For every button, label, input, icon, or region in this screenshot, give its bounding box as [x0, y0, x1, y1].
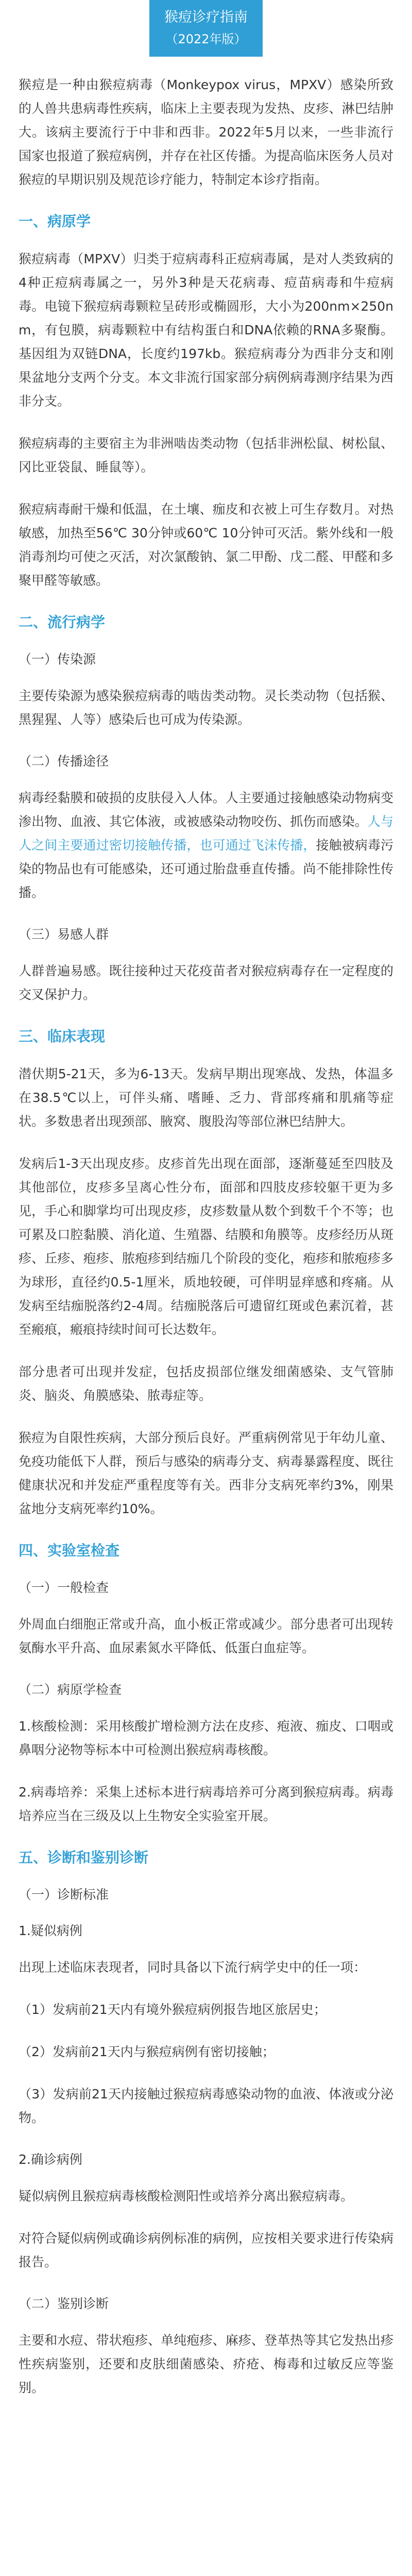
suspected-case-title: 1.疑似病例	[19, 1923, 82, 1938]
transmission-paragraph	[19, 786, 393, 905]
title-banner	[149, 0, 263, 57]
suspected-case-item-2: （2）发病前21天内与猴痘病例有密切接触；	[19, 2044, 275, 2059]
section-heading-clinical: 三、临床表现	[19, 1028, 106, 1045]
differential-paragraph: 主要和水痘、带状疱疹、单纯疱疹、麻疹、登革热等其它发热出疹性疾病鉴别，还要和皮肤细菌感染、疥疮、梅毒和过敏反应等鉴别。	[19, 2333, 393, 2395]
section-heading-epidemiology: 二、流行病学	[19, 614, 106, 631]
clinical-paragraph-2: 发病后1-3天出现皮疹。皮疹首先出现在面部，逐渐蔓延至四肢及其他部位，皮疹多呈离心性分布，面部和四肢皮疹较躯干更为多见，手心和脚掌均可出现皮疹，皮疹数量从数个到数千个不等；也可累及口腔黏膜、消化道、生殖器、结膜和角膜等。皮疹经历从斑疹、丘疹、疱疹、脓疱疹到结痂几个阶段的变化，疱疹和脓疱疹多为球形，直径约0.5-1厘米，质地较硬，可伴明显痒感和疼痛。从发病至结痂脱落约2-4周。结痂脱落后可遗留红斑或色素沉着，甚至瘢痕，瘢痕持续时间可长达数年。	[19, 1156, 393, 1337]
title-line-1: 猴痘诊疗指南	[164, 9, 248, 25]
subheading-source: （一）传染源	[19, 652, 96, 667]
subheading-transmission: （二）传播途径	[19, 754, 109, 769]
transmission-text-1: 病毒经黏膜和破损的皮肤侵入人体。人主要通过接触感染动物病变渗出物、血液、其它体液，或被感染动物咬伤、抓伤而感染。	[19, 790, 393, 829]
subheading-susceptible: （三）易感人群	[19, 927, 109, 942]
confirmed-case-paragraph: 疑似病例且猴痘病毒核酸检测阳性或培养分离出猴痘病毒。	[19, 2189, 354, 2204]
etiology-paragraph-2: 猴痘病毒的主要宿主为非洲啮齿类动物（包括非洲松鼠、树松鼠、冈比亚袋鼠、睡鼠等）。	[19, 436, 393, 474]
section-heading-diagnosis: 五、诊断和鉴别诊断	[19, 1849, 149, 1866]
source-paragraph: 主要传染源为感染猴痘病毒的啮齿类动物。灵长类动物（包括猴、黑猩猩、人等）感染后也可成为传染源。	[19, 688, 393, 727]
section-heading-lab: 四、实验室检查	[19, 1542, 120, 1559]
confirmed-case-title: 2.确诊病例	[19, 2152, 82, 2167]
title-line-2: （2022年版）	[165, 32, 247, 46]
section-heading-etiology: 一、病原学	[19, 213, 91, 230]
transmission-highlight: 人与人之间主要通过密切接触传播，也可通过飞沫传播，	[19, 814, 393, 853]
clinical-paragraph-4: 猴痘为自限性疾病，大部分预后良好。严重病例常见于年幼儿童、免疫功能低下人群，预后与感染的病毒分支、病毒暴露程度、既往健康状况和并发症严重程度等有关。西非分支病死率约3%，刚果盆地分支病死率约10%。	[19, 1430, 393, 1516]
suspected-case-paragraph: 出现上述临床表现者，同时具备以下流行病学史中的任一项：	[19, 1960, 367, 1975]
subheading-general-tests: （一）一般检查	[19, 1580, 109, 1595]
general-tests-paragraph: 外周血白细胞正常或升高，血小板正常或减少。部分患者可出现转氨酶水平升高、血尿素氮水平降低、低蛋白血症等。	[19, 1617, 393, 1655]
transmission-text-2: 接触被病毒污染的物品也有可能感染，还可通过胎盘垂直传播。尚不能排除性传播。	[19, 838, 393, 900]
etiology-paragraph-3: 猴痘病毒耐干燥和低温，在土壤、痂皮和衣被上可生存数月。对热敏感，加热至56℃ 30分钟或60℃ 10分钟可灭活。紫外线和一般消毒剂均可使之灭活，对次氯酸钠、氯二甲酚、戊二醛、甲醛和多聚甲醛等敏感。	[19, 502, 393, 588]
clinical-paragraph-3: 部分患者可出现并发症，包括皮损部位继发细菌感染、支气管肺炎、脑炎、角膜感染、脓毒症等。	[19, 1364, 393, 1403]
culture-paragraph: 2.病毒培养：采集上述标本进行病毒培养可分离到猴痘病毒。病毒培养应当在三级及以上生物安全实验室开展。	[19, 1785, 393, 1823]
etiology-paragraph-1: 猴痘病毒（MPXV）归类于痘病毒科正痘病毒属，是对人类致病的4种正痘病毒属之一，另外3种是天花病毒、痘苗病毒和牛痘病毒。电镜下猴痘病毒颗粒呈砖形或椭圆形，大小为200nm×250nm，有包膜，病毒颗粒中有结构蛋白和DNA依赖的RNA多聚酶。基因组为双链DNA，长度约197kb。猴痘病毒分为西非分支和刚果盆地分支两个分支。本文非流行国家部分病例病毒测序结果为西非分支。	[19, 251, 393, 409]
susceptible-paragraph: 人群普遍易感。既往接种过天花疫苗者对猴痘病毒存在一定程度的交叉保护力。	[19, 963, 393, 1002]
subheading-pathogen-tests: （二）病原学检查	[19, 1682, 122, 1697]
suspected-case-item-1: （1）发病前21天内有境外猴痘病例报告地区旅居史；	[19, 2002, 327, 2017]
intro-paragraph: 猴痘是一种由猴痘病毒（Monkeypox virus，MPXV）感染所致的人兽共患病毒性疾病，临床上主要表现为发热、皮疹、淋巴结肿大。该病主要流行于中非和西非。2022年5月以来，一些非流行国家也报道了猴痘病例，并存在社区传播。为提高临床医务人员对猴痘的早期识别及规范诊疗能力，特制定本诊疗指南。	[19, 77, 393, 187]
clinical-paragraph-1: 潜伏期5-21天，多为6-13天。发病早期出现寒战、发热，体温多在38.5℃以上，可伴头痛、嗜睡、乏力、背部疼痛和肌痛等症状。多数患者出现颈部、腋窝、腹股沟等部位淋巴结肿大。	[19, 1066, 393, 1129]
nucleic-acid-paragraph: 1.核酸检测：采用核酸扩增检测方法在皮疹、疱液、痂皮、口咽或鼻咽分泌物等标本中可检测出猴痘病毒核酸。	[19, 1719, 393, 1757]
subheading-differential: （二）鉴别诊断	[19, 2296, 109, 2311]
article-content	[0, 57, 412, 2400]
reporting-paragraph: 对符合疑似病例或确诊病例标准的病例，应按相关要求进行传染病报告。	[19, 2231, 393, 2269]
subheading-criteria: （一）诊断标准	[19, 1887, 109, 1902]
suspected-case-item-3: （3）发病前21天内接触过猴痘病毒感染动物的血液、体液或分泌物。	[19, 2087, 393, 2125]
